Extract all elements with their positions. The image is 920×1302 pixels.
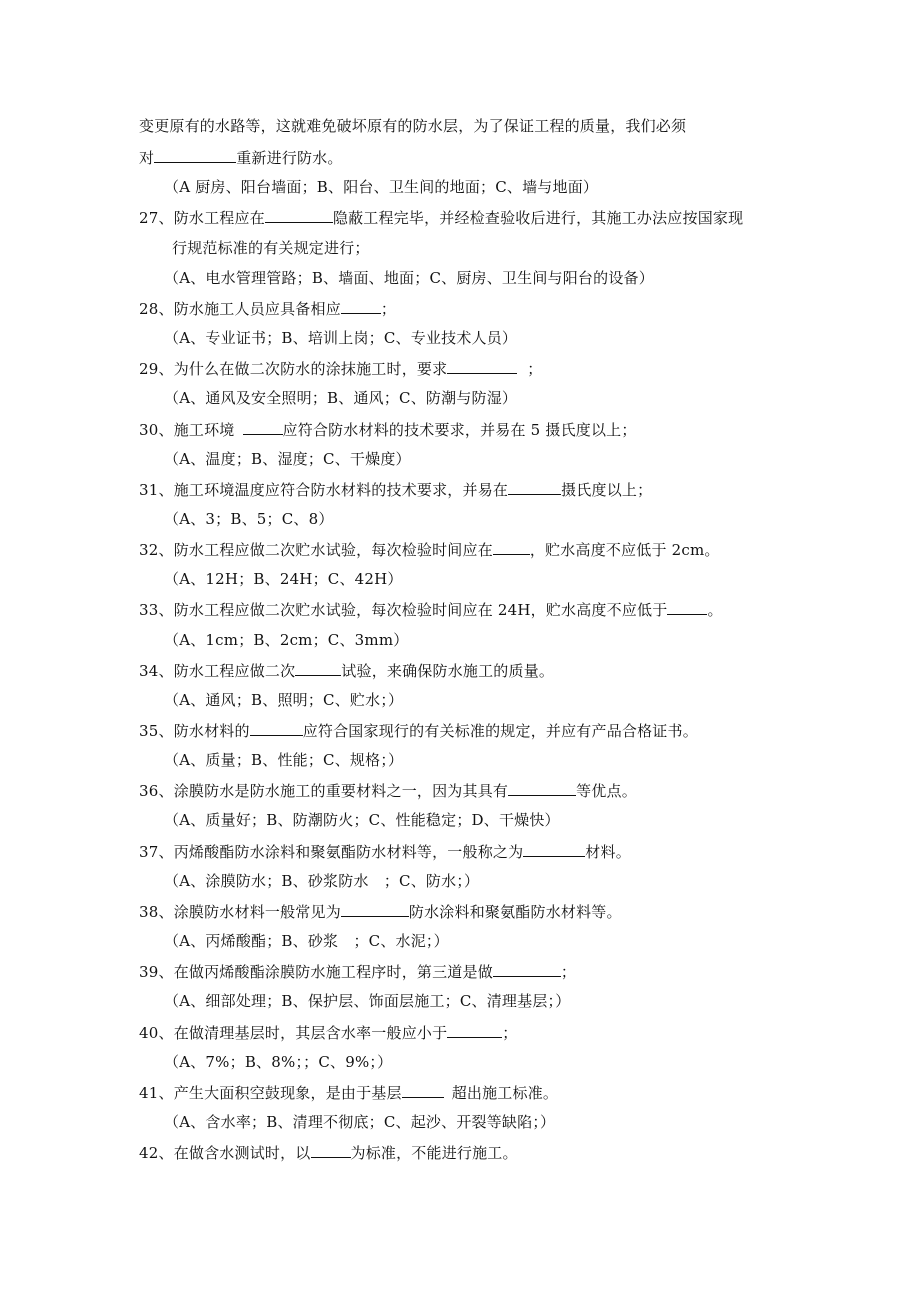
options-text: （A、专业证书；B、培训上岗；C、专业技术人员） <box>164 329 518 347</box>
question-39-options <box>164 991 570 1011</box>
question-text-pre: 产生大面积空鼓现象，是由于基层 <box>173 1084 402 1102</box>
question-27-options <box>164 268 654 288</box>
question-number: 29、 <box>139 360 174 378</box>
question-42 <box>139 1142 518 1163</box>
intro-line-1 <box>139 116 686 136</box>
options-text: （A、质量好；B、防潮防火；C、性能稳定；D、干燥快） <box>164 811 560 829</box>
question-text-pre: 防水材料的 <box>173 722 250 740</box>
options-text: （A 厨房、阳台墙面；B、阳台、卫生间的地面；C、墙与地面） <box>164 178 599 196</box>
intro-text: 变更原有的水路等，这就难免破坏原有的防水层，为了保证工程的质量，我们必须 <box>139 117 687 135</box>
answer-blank <box>295 660 341 676</box>
answer-blank <box>154 147 236 163</box>
options-text: （A、质量；B、性能；C、规格；） <box>164 751 404 769</box>
question-32-options <box>164 569 403 589</box>
question-text-post: 防水涂料和聚氨酯防水材料等。 <box>408 903 622 921</box>
answer-blank <box>341 298 381 314</box>
options-text: （A、1cm；B、2cm；C、3mm） <box>164 631 409 649</box>
answer-blank <box>447 358 517 374</box>
question-30-options <box>164 449 411 469</box>
question-text-post: 应符合防水材料的技术要求，并易在 5 摄氏度以上； <box>282 421 637 439</box>
options-text: （A、丙烯酸酯；B、砂浆 ；C、水泥；） <box>164 932 449 950</box>
question-number: 34、 <box>139 662 174 680</box>
question-text-pre: 在做清理基层时，其层含水率一般应小于 <box>173 1024 448 1042</box>
question-36 <box>139 780 637 801</box>
question-text-pre: 涂膜防水材料一般常见为 <box>173 903 341 921</box>
question-text-pre: 施工环境温度应符合防水材料的技术要求，并易在 <box>173 481 509 499</box>
question-text-pre: 为什么在做二次防水的涂抹施工时，要求 <box>173 360 448 378</box>
options-text: （A、细部处理；B、保护层、饰面层施工；C、清理基层；） <box>164 992 571 1010</box>
question-text-post: 试验，来确保防水施工的质量。 <box>341 662 555 680</box>
question-text-post: 应符合国家现行的有关标准的规定，并应有产品合格证书。 <box>302 722 698 740</box>
options-text: （A、电水管理管路；B、墙面、地面；C、厨房、卫生间与阳台的设备） <box>164 269 654 287</box>
question-text-post: 隐蔽工程完毕，并经检查验收后进行，其施工办法应按国家现 <box>332 209 744 227</box>
question-text-pre: 防水工程应做二次贮水试验，每次检验时间应在 <box>173 541 493 559</box>
answer-blank <box>250 720 303 736</box>
question-text-post: 摄氏度以上； <box>561 481 653 499</box>
answer-blank <box>523 841 585 857</box>
options-text: （A、涂膜防水；B、砂浆防水 ；C、防水；） <box>164 872 480 890</box>
answer-blank <box>508 479 561 495</box>
question-number: 31、 <box>139 481 174 499</box>
question-number: 30、 <box>139 421 174 439</box>
answer-blank <box>341 901 409 917</box>
question-number: 38、 <box>139 903 174 921</box>
question-35-options <box>164 750 403 770</box>
question-30 <box>139 419 637 440</box>
question-31-options <box>164 509 334 529</box>
intro-line-2 <box>139 147 343 168</box>
answer-blank <box>265 207 333 223</box>
question-40-options <box>164 1052 392 1072</box>
question-text-pre: 防水工程应做二次贮水试验，每次检验时间应在 24H，贮水高度不应低于 <box>173 601 668 619</box>
question-text-post: ； <box>380 300 397 318</box>
question-text-post: ； <box>527 360 543 378</box>
question-39 <box>139 961 576 982</box>
question-41 <box>139 1082 558 1103</box>
question-number: 42、 <box>139 1144 174 1162</box>
question-text-pre: 防水工程应做二次 <box>173 662 296 680</box>
question-29 <box>139 358 543 379</box>
options-text: （A、通风；B、照明；C、贮水；） <box>164 691 404 709</box>
question-number: 41、 <box>139 1084 174 1102</box>
answer-blank <box>493 539 530 555</box>
question-37 <box>139 841 631 862</box>
question-text-cont: 行规范标准的有关规定进行； <box>172 239 370 257</box>
question-text-pre: 丙烯酸酯防水涂料和聚氨酯防水材料等，一般称之为 <box>173 843 524 861</box>
question-41-options <box>164 1112 555 1132</box>
question-35 <box>139 720 698 741</box>
question-text-pre: 涂膜防水是防水施工的重要材料之一，因为其具有 <box>173 782 509 800</box>
question-34-options <box>164 690 403 710</box>
answer-blank <box>311 1142 351 1158</box>
question-text-post: ，贮水高度不应低于 2cm。 <box>529 541 720 559</box>
options-text: （A、通风及安全照明；B、通风；C、防潮与防湿） <box>164 389 518 407</box>
answer-blank <box>493 961 561 977</box>
question-text-pre: 防水施工人员应具备相应 <box>173 300 341 318</box>
question-text-pre: 防水工程应在 <box>173 209 265 227</box>
question-number: 36、 <box>139 782 174 800</box>
question-28 <box>139 298 396 319</box>
answer-blank <box>667 599 707 615</box>
options-text: （A、温度；B、湿度；C、干燥度） <box>164 450 411 468</box>
question-34 <box>139 660 554 681</box>
intro-options <box>164 177 598 197</box>
question-31 <box>139 479 652 500</box>
question-text-post: ； <box>560 963 577 981</box>
answer-blank <box>402 1082 444 1098</box>
question-number: 27、 <box>139 209 174 227</box>
question-text-pre: 在做丙烯酸酯涂膜防水施工程序时，第三道是做 <box>173 963 493 981</box>
question-33 <box>139 599 723 620</box>
intro-text-pre: 对 <box>139 149 155 167</box>
question-32 <box>139 539 720 560</box>
question-text-post: 材料。 <box>585 843 631 861</box>
question-number: 33、 <box>139 601 174 619</box>
question-28-options <box>164 328 517 348</box>
question-number: 40、 <box>139 1024 174 1042</box>
question-number: 28、 <box>139 300 174 318</box>
question-27 <box>139 207 743 228</box>
answer-blank <box>508 780 576 796</box>
question-38-options <box>164 931 449 951</box>
question-number: 32、 <box>139 541 174 559</box>
question-text-post: ； <box>502 1024 518 1042</box>
answer-blank <box>447 1022 502 1038</box>
question-38 <box>139 901 622 922</box>
question-text-post: 超出施工标准。 <box>451 1084 559 1102</box>
question-text-post: 等优点。 <box>576 782 637 800</box>
options-text: （A、7%；B、8%；；C、9%；） <box>164 1053 393 1071</box>
question-number: 37、 <box>139 843 174 861</box>
options-text: （A、12H；B、24H；C、42H） <box>164 570 403 588</box>
question-40 <box>139 1022 518 1043</box>
question-29-options <box>164 388 517 408</box>
question-33-options <box>164 630 408 650</box>
question-number: 39、 <box>139 963 174 981</box>
question-text-pre: 施工环境 <box>173 421 235 439</box>
answer-blank <box>243 419 283 435</box>
options-text: （A、3；B、5；C、8） <box>164 510 334 528</box>
question-37-options <box>164 871 479 891</box>
question-27-continuation <box>172 238 370 258</box>
intro-text-post: 重新进行防水。 <box>236 149 343 167</box>
question-number: 35、 <box>139 722 174 740</box>
question-text-pre: 在做含水测试时，以 <box>173 1144 311 1162</box>
question-36-options <box>164 810 560 830</box>
question-text-post: 。 <box>707 601 723 619</box>
question-text-post: 为标准，不能进行施工。 <box>350 1144 518 1162</box>
options-text: （A、含水率；B、清理不彻底；C、起沙、开裂等缺陷；） <box>164 1113 556 1131</box>
